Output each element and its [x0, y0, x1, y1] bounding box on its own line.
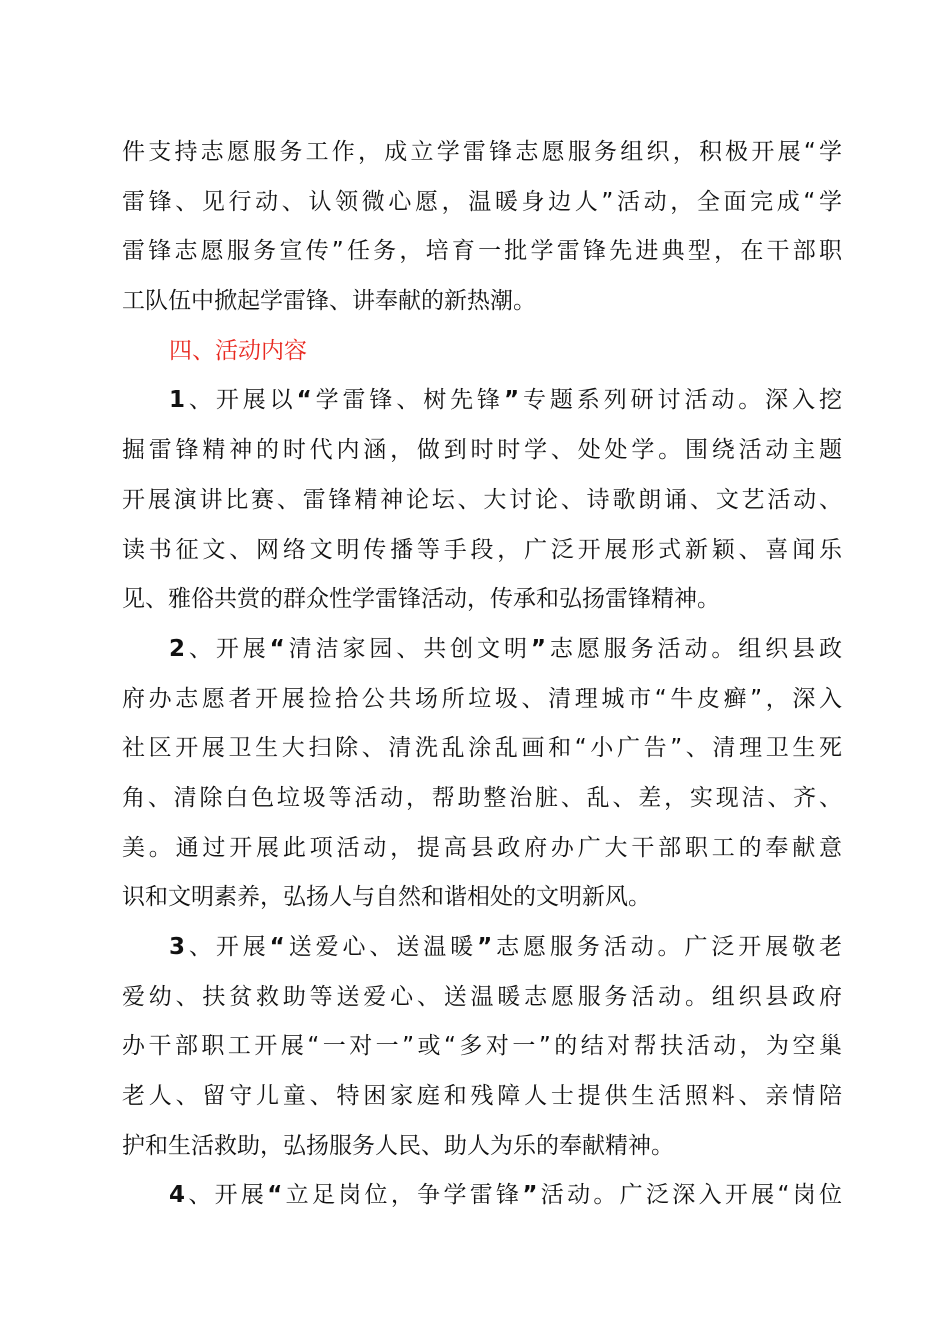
open-quote: “ — [269, 635, 285, 662]
item-number: 4 — [169, 1182, 186, 1209]
item-number: 1 — [169, 387, 186, 414]
paragraph-line: 工队伍中掀起学雷锋、讲奉献的新热潮。 — [122, 288, 536, 315]
close-quote: ” — [477, 934, 493, 960]
paragraph-line: 识和文明素养，弘扬人与自然和谐相处的文明新风。 — [122, 884, 651, 911]
paragraph-line: 角、清除白色垃圾等活动，帮助整治脏、乱、差，实现洁、齐、 — [122, 784, 842, 811]
paragraph-line: 美。通过开展此项活动，提高县政府办广大干部职工的奉献意 — [122, 834, 842, 861]
item-title: 送爱心、送温暖 — [284, 934, 478, 960]
document-body — [122, 128, 842, 1221]
paragraph-line: 见、雅俗共赏的群众性学雷锋活动，传承和弘扬雷锋精神。 — [122, 586, 720, 613]
item-number: 2 — [169, 635, 186, 662]
item-rest: 志愿服务活动。广泛开展敬老 — [492, 934, 843, 960]
open-quote: “ — [296, 387, 312, 414]
paragraph-first-line — [122, 625, 842, 675]
paragraph-line: 社区开展卫生大扫除、清洗乱涂乱画和“小广告”、清理卫生死 — [122, 735, 842, 762]
item-title: 清洁家园、共创文明 — [284, 635, 531, 662]
paragraph-first-line — [122, 376, 842, 426]
paragraph-line: 开展演讲比赛、雷锋精神论坛、大讨论、诗歌朗诵、文艺活动、 — [122, 486, 842, 513]
item-lead: 、开展以 — [185, 387, 297, 414]
paragraph-line: 雷锋、见行动、认领微心愿，温暖身边人”活动，全面完成“学 — [122, 188, 842, 215]
close-quote: ” — [522, 1182, 538, 1209]
paragraph-line: 护和生活救助，弘扬服务人民、助人为乐的奉献精神。 — [122, 1132, 674, 1159]
close-quote: ” — [530, 635, 546, 662]
item-lead: 、开展 — [185, 1182, 268, 1209]
section-heading: 四、活动内容 — [169, 337, 307, 364]
item-lead: 、开展 — [185, 934, 270, 960]
item-lead: 、开展 — [185, 635, 270, 662]
item-title: 学雷锋、树先锋 — [311, 387, 504, 414]
item-title: 立足岗位，争学雷锋 — [282, 1182, 523, 1209]
item-rest: 志愿服务活动。组织县政 — [546, 635, 843, 662]
paragraph-line: 办干部职工开展“一对一”或“多对一”的结对帮扶活动，为空巢 — [122, 1033, 842, 1060]
open-quote: “ — [267, 1182, 283, 1209]
paragraph-line: 府办志愿者开展捡拾公共场所垃圾、清理城市“牛皮癣”，深入 — [122, 685, 842, 712]
close-quote: ” — [503, 387, 520, 414]
paragraph-line: 雷锋志愿服务宣传”任务，培育一批学雷锋先进典型，在干部职 — [122, 238, 842, 265]
open-quote: “ — [269, 934, 285, 960]
item-rest: 专题系列研讨活动。深入挖 — [519, 387, 843, 414]
item-number: 3 — [169, 934, 186, 960]
paragraph-first-line — [122, 1171, 842, 1221]
paragraph-line: 掘雷锋精神的时代内涵，做到时时学、处处学。围绕活动主题 — [122, 437, 842, 464]
paragraph-line: 读书征文、网络文明传播等手段，广泛开展形式新颖、喜闻乐 — [122, 536, 842, 563]
item-rest: 活动。广泛深入开展“岗位 — [537, 1182, 843, 1209]
paragraph-line: 老人、留守儿童、特困家庭和残障人士提供生活照料、亲情陪 — [122, 1083, 842, 1110]
paragraph-first-line — [122, 923, 842, 973]
paragraph-line: 件支持志愿服务工作，成立学雷锋志愿服务组织，积极开展“学 — [122, 139, 842, 165]
paragraph-line: 爱幼、扶贫救助等送爱心、送温暖志愿服务活动。组织县政府 — [122, 983, 842, 1010]
